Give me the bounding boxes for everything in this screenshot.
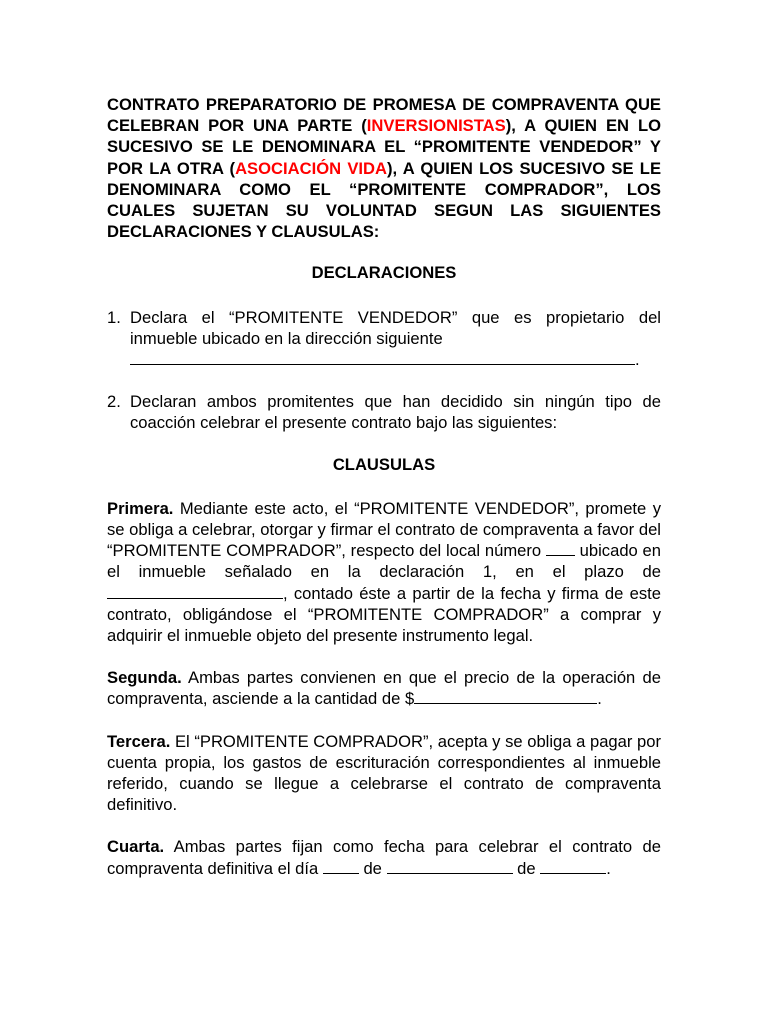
precio-blank — [414, 688, 597, 704]
declaracion-item-1 — [107, 307, 661, 371]
declaraciones-list — [107, 307, 661, 434]
mes-blank — [387, 858, 513, 874]
plazo-blank — [107, 583, 283, 599]
dia-blank — [323, 858, 359, 874]
clausula-tercera — [107, 731, 661, 816]
clausula-cuarta-label: Cuarta. — [107, 837, 165, 857]
declaracion-text-1: Declara el “PROMITENTE VENDEDOR” que es propietario del inmueble ubicado en la dirección siguiente — [130, 307, 661, 348]
document-page — [107, 94, 661, 879]
title-text-1: CONTRATO PREPARATORIO DE PROMESA DE COMPRAVENTA QUE CELEBRAN POR UNA PARTE ( — [107, 95, 661, 136]
title-text-2: ), A QUIEN EN LO SUCESIVO SE LE DENOMINARA EL “PROMITENTE VENDEDOR” Y POR LA OTRA ( — [107, 116, 661, 178]
contract-title — [107, 94, 661, 242]
clausula-cuarta-text-2: de — [358, 858, 387, 878]
declaracion-text-2: Declaran ambos promitentes que han decidido sin ningún tipo de coacción celebrar el presente contrato bajo las siguientes: — [130, 392, 661, 433]
clausula-tercera-text-1: El “PROMITENTE COMPRADOR”, acepta y se obliga a pagar por cuenta propia, los gastos de escrituración correspondientes al inmueble referido, cuando se llegue a celebrarse el contrato de compraventa definitivo. — [107, 731, 661, 815]
party-asociacion-vida: ASOCIACIÓN VIDA — [235, 158, 387, 178]
declaracion-item-2 — [107, 391, 661, 433]
clausula-cuarta — [107, 836, 661, 878]
address-end: . — [635, 350, 640, 370]
title-text-3: ), A QUIEN LOS SUCESIVO SE LE DENOMINARA COMO EL “PROMITENTE COMPRADOR”, LOS CUALES SUJETAN SU VOLUNTAD SEGUN LAS SIGUIENTES DECLARACIONES Y CLAUSULAS: — [107, 158, 662, 242]
declaracion-number-1: 1. — [107, 307, 121, 327]
clausula-segunda-text-2: . — [597, 689, 602, 709]
clausula-primera-text-1: Mediante este acto, el “PROMITENTE VENDEDOR”, promete y se obliga a celebrar, otorgar y firmar el contrato de compraventa a favor del “PROMITENTE COMPRADOR”, respecto del local número — [107, 498, 661, 561]
anio-blank — [540, 858, 606, 874]
clausula-primera — [107, 498, 661, 646]
clausula-cuarta-text-3: de — [512, 858, 541, 878]
party-inversionistas: INVERSIONISTAS — [366, 116, 506, 136]
clausula-tercera-label: Tercera. — [107, 731, 171, 751]
clausula-primera-label: Primera. — [107, 498, 174, 518]
clausula-cuarta-text-4: . — [606, 858, 611, 878]
address-line — [130, 349, 661, 370]
clausulas-heading: CLAUSULAS — [332, 454, 436, 474]
local-number-blank — [546, 540, 575, 556]
clausula-primera-text-3: , contado éste a partir de la fecha y firma de este contrato, obligándose el “PROMITENTE COMPRADOR” a comprar y adquirir el inmueble objeto del presente instrumento legal. — [107, 583, 661, 646]
clausula-segunda-label: Segunda. — [107, 668, 182, 688]
declaraciones-heading: DECLARACIONES — [311, 263, 457, 283]
clausula-cuarta-text-1: Ambas partes fijan como fecha para celebrar el contrato de compraventa definitiva el día — [107, 837, 661, 878]
clausula-segunda — [107, 667, 661, 709]
address-blank — [130, 349, 635, 365]
clausula-segunda-text-1: Ambas partes convienen en que el precio de la operación de compraventa, asciende a la cantidad de $ — [107, 668, 661, 709]
clausula-primera-text-2: ubicado en el inmueble señalado en la declaración 1, en el plazo de — [107, 541, 661, 582]
declaracion-number-2: 2. — [107, 392, 121, 412]
